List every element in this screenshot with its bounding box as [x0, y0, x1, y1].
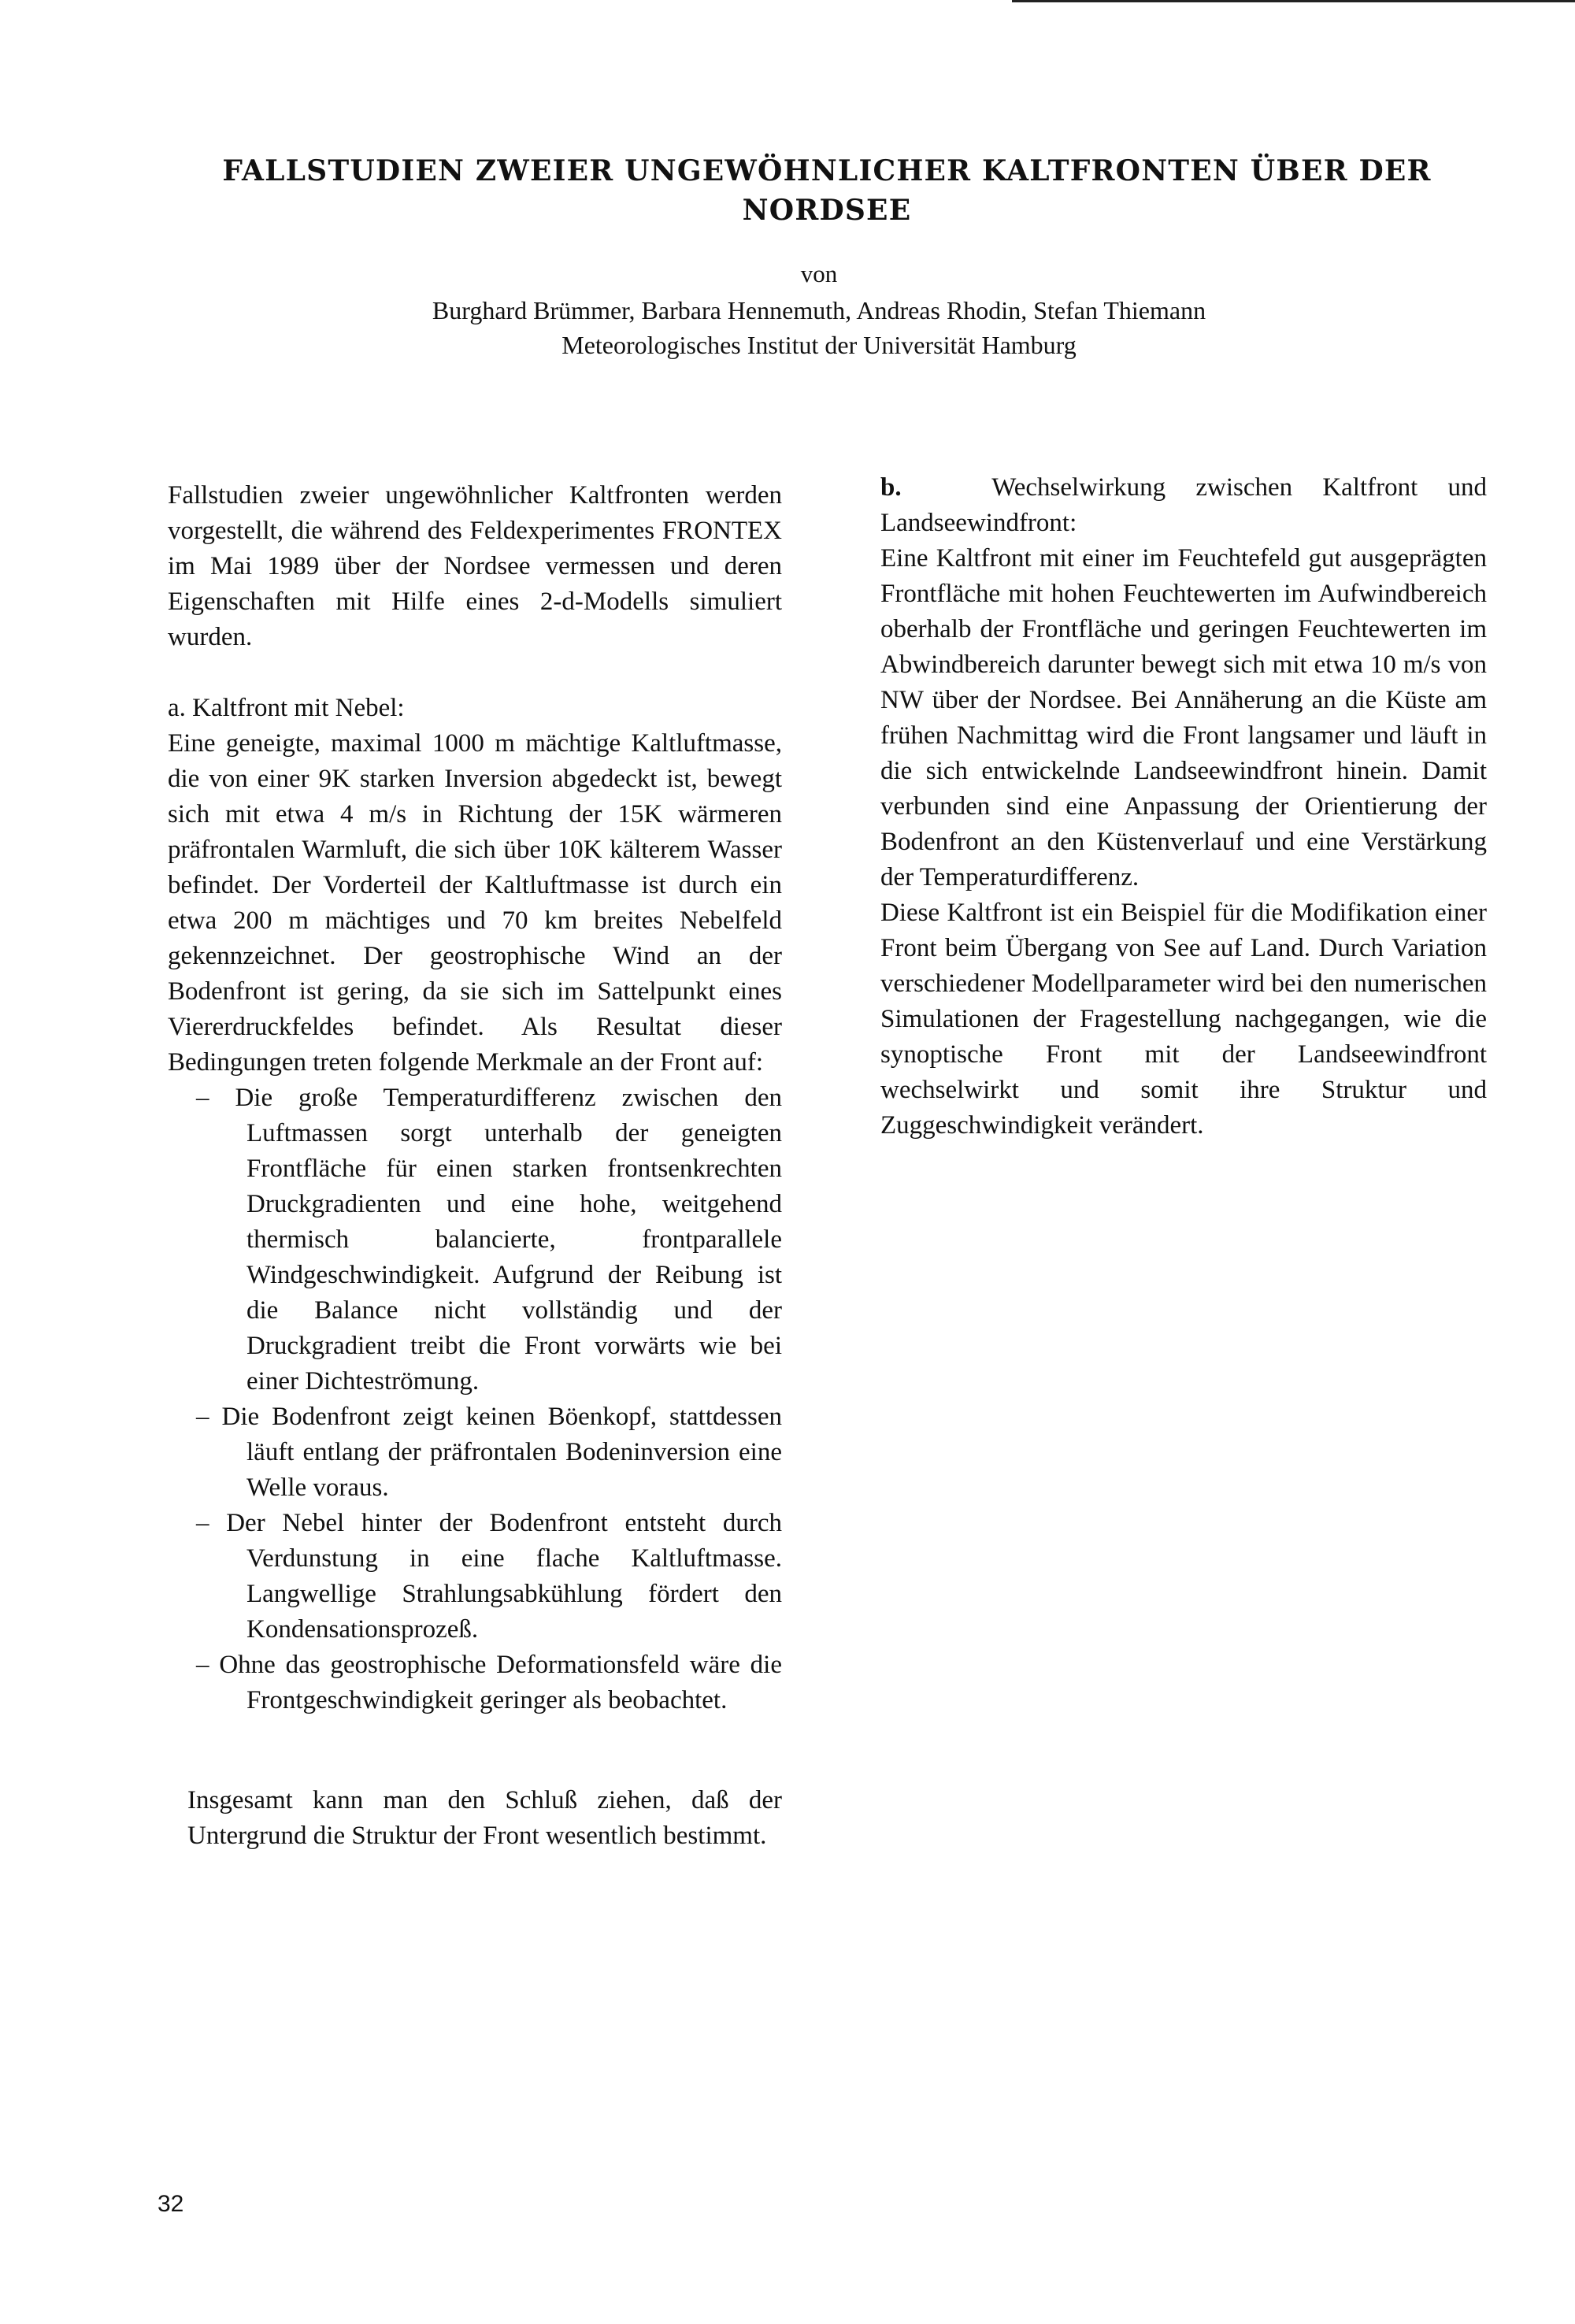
- institution: Meteorologisches Institut der Universität Hamburg: [561, 331, 1077, 359]
- section-b-paragraph-2: Diese Kaltfront ist ein Beispiel für die Modifikation einer Front beim Übergang von See auf Land. Durch Variation verschiedener Modellparameter wird bei den numerischen Simulationen der Fragestellung nachgegangen, wie die synoptische Front mit der Landseewindfront wechselwirkt und somit ihre Struktur und Zuggeschwindigkeit verändert.: [880, 899, 1487, 1140]
- left-column: [168, 478, 782, 1854]
- intro-paragraph: Fallstudien zweier ungewöhnlicher Kaltfronten werden vorgestellt, die während des Feldexperimentes FRONTEX im Mai 1989 über der Nordsee vermessen und deren Eigenschaften mit Hilfe eines 2-d-Modells simuliert wurden.: [168, 481, 782, 651]
- page-number: 32: [158, 2191, 184, 2217]
- byline-von: von: [800, 260, 838, 287]
- list-item: – Die große Temperaturdifferenz zwischen den Luftmassen sorgt unterhalb der geneigten Frontfläche für einen starken frontsenkrechten Druckgradienten und eine hohe, weitgehend thermisch balancierte, frontparallele Windgeschwindigkeit. Aufgrund der Reibung ist die Balance nicht vollständig und der Druckgradient treibt die Front vorwärts wie bei einer Dichteströmung.: [196, 1084, 782, 1396]
- closing-paragraph: Insgesamt kann man den Schluß ziehen, daß der Untergrund die Struktur der Front wesentlich bestimmt.: [187, 1786, 782, 1850]
- paper-title: FALLSTUDIEN ZWEIER UNGEWÖHNLICHER KALTFRONTEN ÜBER DER NORDSEE: [222, 154, 1432, 227]
- section-b-paragraph-1: Eine Kaltfront mit einer im Feuchtefeld gut ausgeprägten Frontfläche mit hohen Feuchtewerten im Aufwindbereich oberhalb der Frontfläche und geringen Feuchtewerten im Abwindbereich darunter bewegt sich mit etwa 10 m/s von NW über der Nordsee. Bei Annäherung an die Küste am frühen Nachmittag wird die Front langsamer und läuft in die sich entwickelnde Landseewindfront hinein. Damit verbunden sind eine Anpassung der Orientierung der Bodenfront an den Küstenverlauf und eine Verstärkung der Temperaturdifferenz.: [880, 544, 1487, 891]
- findings-list: [168, 1080, 782, 1718]
- right-column: [880, 470, 1487, 1143]
- section-b-label: b.: [880, 473, 902, 502]
- list-item: – Ohne das geostrophische Deformationsfeld wäre die Frontgeschwindigkeit geringer als beobachtet.: [196, 1651, 782, 1714]
- author-block: [236, 293, 1402, 362]
- section-b-heading: Wechselwirkung zwischen Kaltfront und Landseewindfront:: [880, 473, 1487, 537]
- author-list: Burghard Brümmer, Barbara Hennemuth, Andreas Rhodin, Stefan Thiemann: [432, 296, 1206, 324]
- section-b-heading-line: [880, 470, 1487, 541]
- section-a-body: Eine geneigte, maximal 1000 m mächtige Kaltluftmasse, die von einer 9K starken Inversion abgedeckt ist, bewegt sich mit etwa 4 m/s in Richtung der 15K wärmeren präfrontalen Warmluft, die sich über 10K kälterem Wasser befindet. Der Vorderteil der Kaltluftmasse ist durch ein etwa 200 m mächtiges und 70 km breites Nebelfeld gekennzeichnet. Der geostrophische Wind an der Bodenfront ist gering, da sie sich im Sattelpunkt eines Viererdruckfeldes befindet. Als Resultat dieser Bedingungen treten folgende Merkmale an der Front auf:: [168, 729, 782, 1077]
- list-item: – Der Nebel hinter der Bodenfront entsteht durch Verdunstung in eine flache Kaltluftmasse. Langwellige Strahlungsabkühlung fördert den Kondensationsprozeß.: [196, 1509, 782, 1644]
- list-item: – Die Bodenfront zeigt keinen Böenkopf, stattdessen läuft entlang der präfrontalen Bodeninversion eine Welle voraus.: [196, 1403, 782, 1502]
- top-rule: [1012, 0, 1575, 2]
- section-a-heading: a. Kaltfront mit Nebel:: [168, 694, 405, 722]
